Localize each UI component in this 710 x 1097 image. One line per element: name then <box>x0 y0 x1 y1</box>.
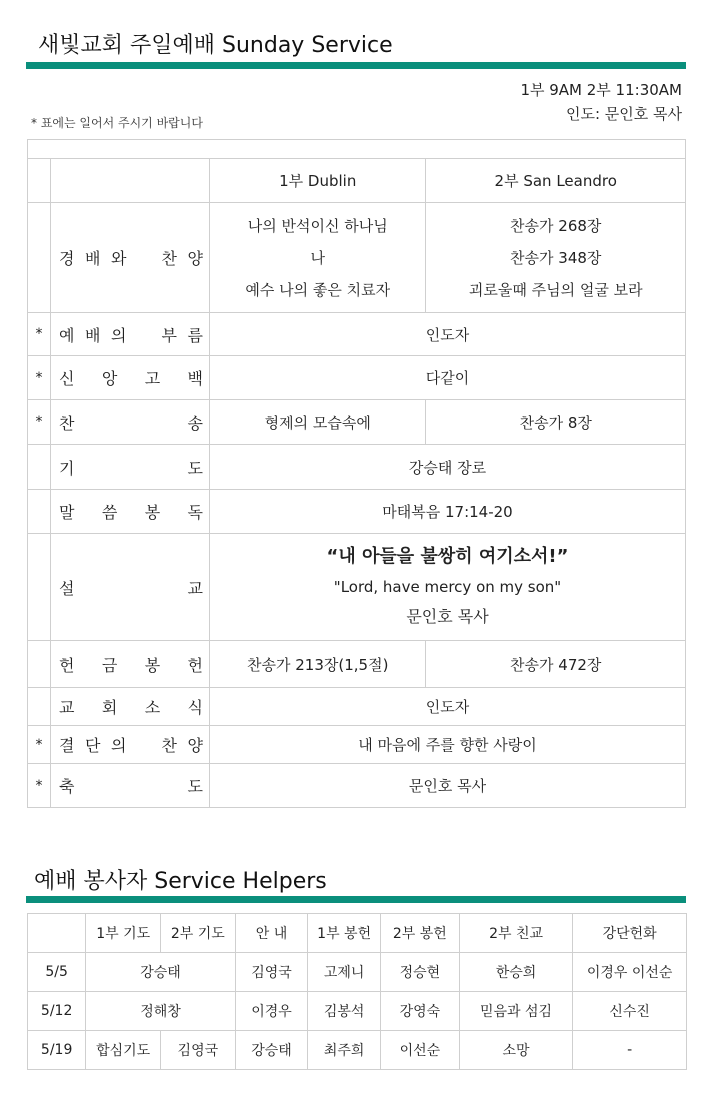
sermon-english: "Lord, have mercy on my son" <box>333 578 562 596</box>
service-order-table <box>27 139 686 808</box>
sermon-title: “내 아들을 불쌍히 여기소서!” <box>326 546 569 567</box>
sermon-preacher: 문인호 목사 <box>406 607 489 626</box>
row-label: 기 도 <box>59 458 203 478</box>
row-label: 결 단 의 찬 양 <box>59 736 203 755</box>
table-row: 기 도 강승태 장로 <box>28 445 686 490</box>
table-row: * 예 배 의 부 름 인도자 <box>28 313 686 356</box>
row-label: 헌 금 봉 헌 <box>59 655 203 675</box>
title-underline <box>26 62 686 69</box>
row-label: 경 배 와 찬 양 <box>59 249 203 268</box>
helpers-header-row: 1부 기도 2부 기도 안 내 1부 봉헌 2부 봉헌 2부 친교 강단헌화 <box>28 914 687 953</box>
service-leader: 인도: 문인호 목사 <box>565 105 682 123</box>
table-row: 5/5 강승태 김영국 고제니 정승현 한승희 이경우 이선순 <box>28 953 687 992</box>
row-label: 말 씀 봉 독 <box>59 503 203 522</box>
sermon-cell <box>210 534 686 641</box>
row-label: 설 교 <box>59 578 203 598</box>
table-row: 말 씀 봉 독 마태복음 17:14-20 <box>28 490 686 534</box>
row-label: 신 앙 고 백 <box>59 369 203 388</box>
service-helpers-table <box>27 913 687 1070</box>
helpers-underline <box>26 896 686 903</box>
table-row: * 신 앙 고 백 다같이 <box>28 356 686 400</box>
standing-note: * 표에는 일어서 주시기 바랍니다 <box>31 116 203 130</box>
service-times: 1부 9AM 2부 11:30AM <box>520 81 682 99</box>
row-label: 예 배 의 부 름 <box>59 325 203 345</box>
page-title: 새빛교회 주일예배 Sunday Service <box>38 33 393 58</box>
row-label: 축 도 <box>59 777 203 796</box>
table-row: * 축 도 문인호 목사 <box>28 764 686 808</box>
column-header-dublin: 1부 Dublin <box>210 159 426 203</box>
table-row: 헌 금 봉 헌 찬송가 213장(1,5절) 찬송가 472장 <box>28 641 686 688</box>
table-row: 5/12 정해창 이경우 김봉석 강영숙 믿음과 섬김 신수진 <box>28 992 687 1031</box>
table-row: * 찬 송 형제의 모습속에 찬송가 8장 <box>28 400 686 445</box>
service-times-block <box>520 78 682 126</box>
row-label: 교 회 소 식 <box>59 698 203 717</box>
table-spacer-row <box>28 140 686 159</box>
row-label: 찬 송 <box>59 413 203 433</box>
praise-dublin: 나의 반석이신 하나님 나 예수 나의 좋은 치료자 <box>210 203 426 313</box>
helpers-title: 예배 봉사자 Service Helpers <box>34 869 327 894</box>
table-row: 5/19 합심기도 김영국 강승태 최주희 이선순 소망 - <box>28 1031 687 1070</box>
column-header-san-leandro: 2부 San Leandro <box>426 159 686 203</box>
praise-san-leandro: 찬송가 268장 찬송가 348장 괴로울때 주님의 얼굴 보라 <box>426 203 686 313</box>
table-row <box>28 203 686 313</box>
table-row: * 결 단 의 찬 양 내 마음에 주를 향한 사랑이 <box>28 726 686 764</box>
table-header-row <box>28 159 686 203</box>
table-row: 교 회 소 식 인도자 <box>28 688 686 726</box>
table-row <box>28 534 686 641</box>
